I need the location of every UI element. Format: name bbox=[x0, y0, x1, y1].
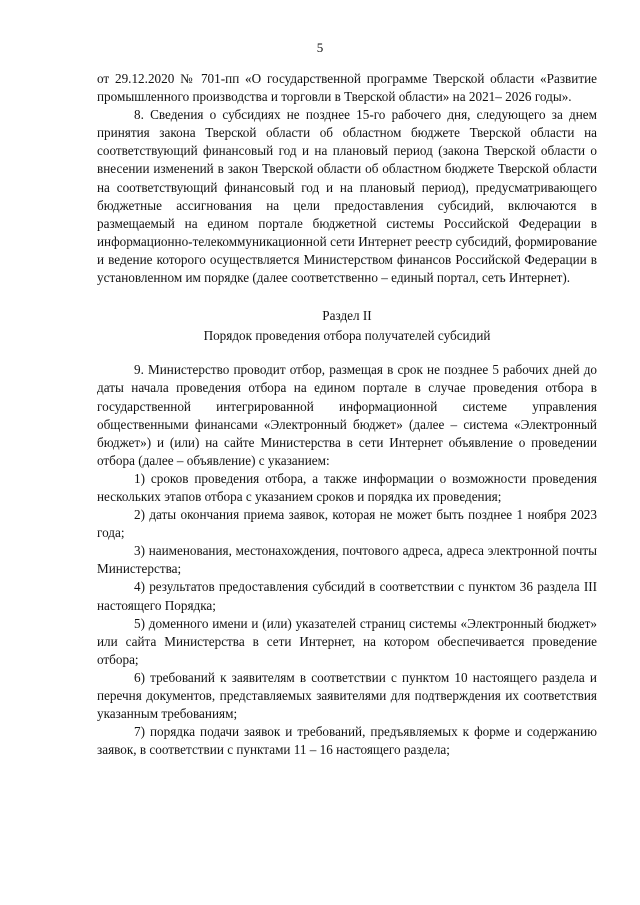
list-item-1: 1) сроков проведения отбора, а также информации о возможности проведения нескольких этапов отбора с указанием сроков и порядка их проведения; bbox=[97, 470, 597, 504]
list-item-7: 7) порядка подачи заявок и требований, предъявляемых к форме и содержанию заявок, в соответствии с пунктами 11 – 16 настоящего раздела; bbox=[97, 724, 597, 758]
list-item-6: 6) требований к заявителям в соответствии с пунктом 10 настоящего раздела и перечня документов, представляемых заявителями для подтверждения их соответствия указанным требованиям; bbox=[97, 669, 597, 722]
list-item-4: 4) результатов предоставления субсидий в соответствии с пунктом 36 раздела III настоящего Порядка; bbox=[97, 579, 597, 613]
page-number: 5 bbox=[316, 40, 324, 55]
paragraph-item-8: 8. Сведения о субсидиях не позднее 15-го рабочего дня, следующего за днем принятия закона Тверской области об областном бюджете Тверской области на соответствующий финансовый год и на плановый период (закона Тверской области о внесении изменений в закон Тверской области об областном бюджете Тверской области на соответствующий финансовый год и на плановый период), предусматривающего бюджетные ассигнования на цели предоставления субсидий, включаются в размещаемый на едином портале бюджетной системы Российской Федерации в информационно-телекоммуникационной сети Интернет реестр субсидий, формирование и ведение которого осуществляется Министерством финансов Российской Федерации в установленном им порядке (далее соответственно – единый портал, сеть Интернет). bbox=[97, 107, 597, 286]
section-heading: Раздел II bbox=[322, 308, 372, 324]
paragraph-continuation: от 29.12.2020 № 701-пп «О государственной программе Тверской области «Развитие промышленного производства и торговли в Тверской области» на 2021– 2026 годы». bbox=[97, 71, 597, 105]
section-subtitle: Порядок проведения отбора получателей субсидий bbox=[203, 328, 491, 344]
document-body bbox=[97, 70, 597, 759]
list-item-3: 3) наименования, местонахождения, почтового адреса, адреса электронной почты Министерства; bbox=[97, 543, 597, 577]
paragraph-item-9: 9. Министерство проводит отбор, размещая в срок не позднее 5 рабочих дней до даты начала проведения отбора на едином портале в случае проведения отбора в государственной интегрированной информационной системе управления общественными финансами «Электронный бюджет» (далее – система «Электронный бюджет») и (или) на сайте Министерства в сети Интернет объявление о проведении отбора (далее – объявление) с указанием: bbox=[97, 362, 597, 468]
list-item-2: 2) даты окончания приема заявок, которая не может быть позднее 1 ноября 2023 года; bbox=[97, 507, 597, 541]
list-item-5: 5) доменного имени и (или) указателей страниц системы «Электронный бюджет» или сайта Министерства в сети Интернет, на котором обеспечивается проведение отбора; bbox=[97, 615, 597, 667]
